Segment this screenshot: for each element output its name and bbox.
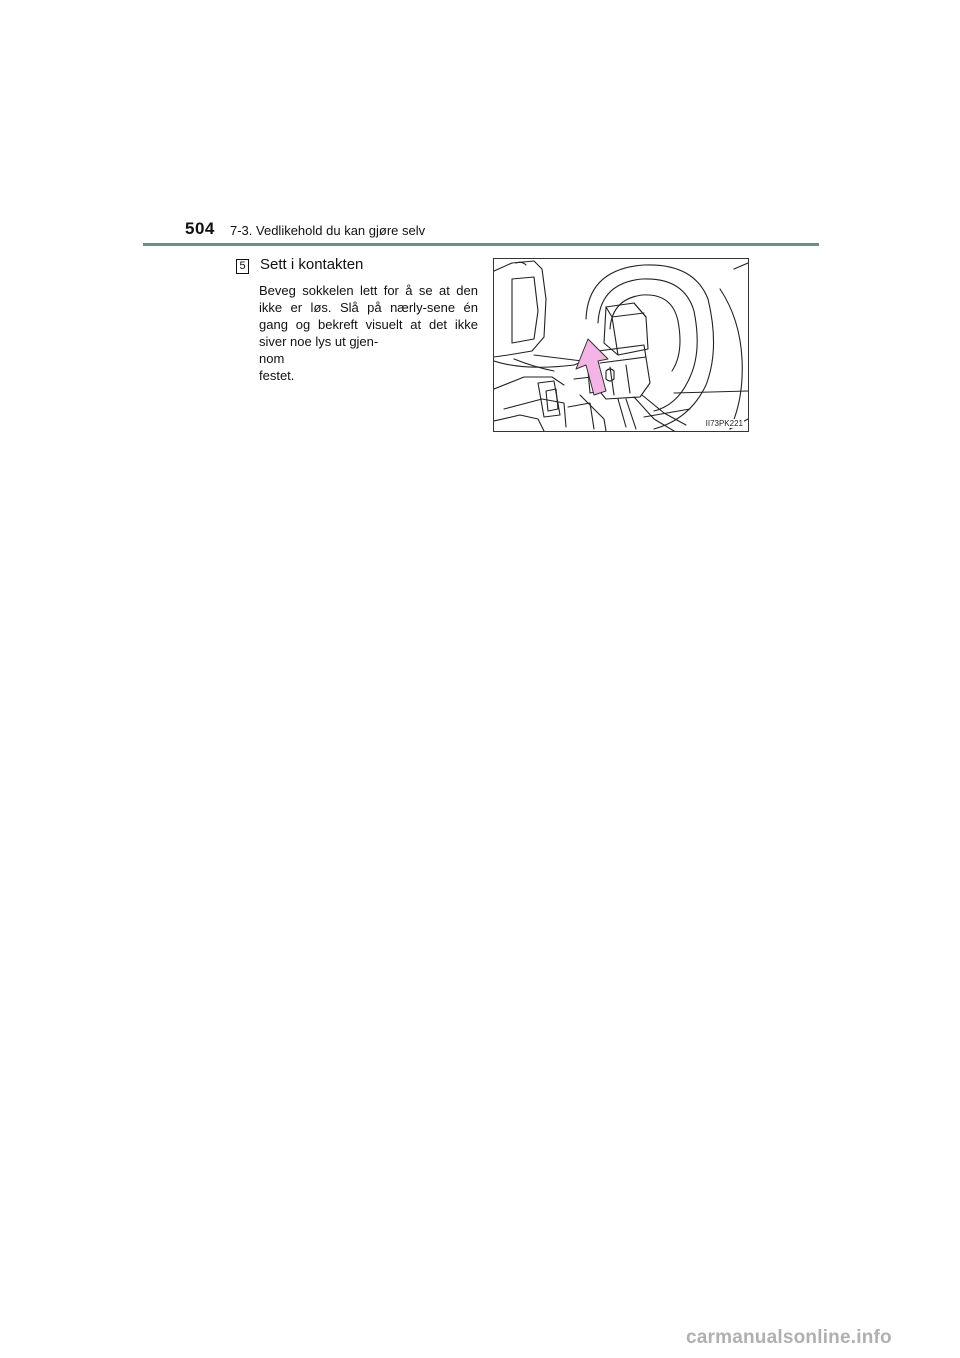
step-number-badge: 5 (236, 259, 249, 274)
section-title: 7-3. Vedlikehold du kan gjøre selv (230, 223, 426, 238)
step-instructions (259, 282, 478, 384)
header-divider (143, 243, 819, 246)
page-number: 504 (185, 219, 215, 238)
watermark: carmanualsonline.info (686, 1327, 892, 1348)
figure-code: II73PK221 (705, 419, 743, 428)
step-body-text: Beveg sokkelen lett for å se at den ikke er løs. Slå på nærly-sene én gang og bekreft visuelt at det ikke siver noe lys ut gjen- (259, 283, 478, 349)
insert-direction-arrow (576, 339, 608, 395)
step-body-line-festet: festet. (259, 368, 295, 383)
headlamp-connector-drawing (494, 259, 748, 431)
step-body-line-nom: nom (259, 351, 285, 366)
step-title: Sett i kontakten (260, 256, 364, 273)
connector-illustration (493, 258, 749, 432)
